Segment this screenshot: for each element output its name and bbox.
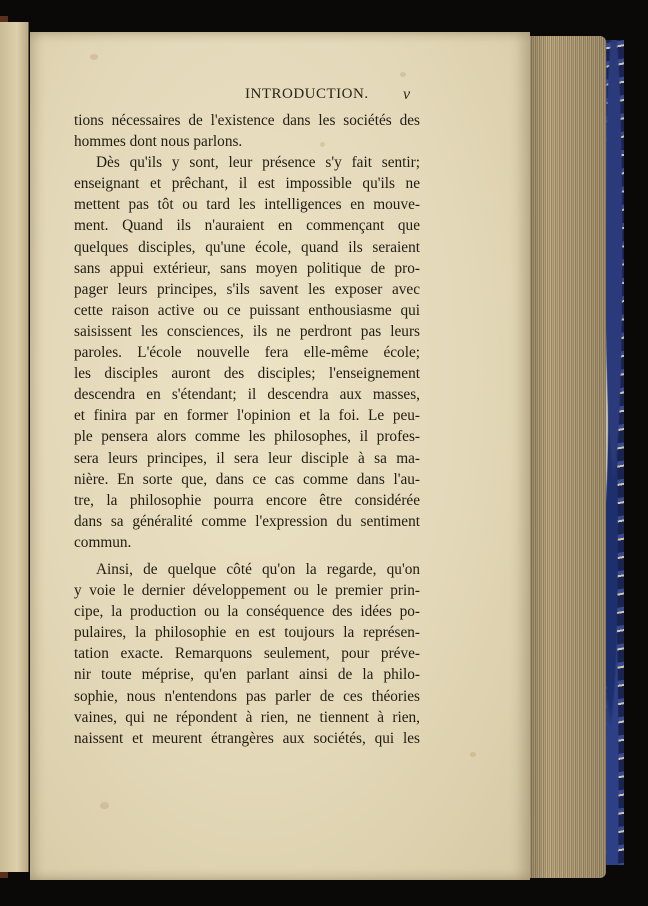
- text-line: naissent et meurent étrangères aux sociétés, qui les: [74, 729, 420, 747]
- text-line: enseignant et prêchant, il est impossible qu'ils ne: [74, 175, 420, 193]
- text-line: ple pensera alors comme les philosophes, il profes-: [74, 428, 420, 446]
- text-line: quelques disciples, qu'une école, quand ils seraient: [74, 238, 420, 256]
- text-line: pulaires, la philosophie en est toujours la représen-: [74, 624, 420, 642]
- running-title: INTRODUCTION.: [245, 86, 369, 102]
- body-text: [74, 110, 420, 749]
- text-line: pager leurs principes, s'ils savent les exposer avec: [74, 280, 420, 298]
- text-line: et finira par en former l'opinion et la foi. Le peu-: [74, 407, 420, 425]
- text-line: dans sa généralité comme l'expression du sentiment: [74, 512, 420, 530]
- page-number: v: [403, 86, 411, 103]
- text-line: tre, la philosophie pourra encore être considérée: [74, 491, 420, 509]
- foxing-spot: [90, 54, 98, 60]
- paragraph: [74, 152, 420, 553]
- text-line: sans appui extérieur, sans moyen politique de pro-: [74, 259, 420, 277]
- text-line: Ainsi, de quelque côté qu'on la regarde, qu'on: [96, 560, 420, 578]
- text-line: ment. Quand ils n'auraient en commençant que: [74, 217, 420, 235]
- text-line: cipe, la production ou la conséquence des idées po-: [74, 603, 420, 621]
- text-line: y voie le dernier développement ou le premier prin-: [74, 582, 420, 600]
- text-line: sophie, nous n'entendons pas parler de ces théories: [74, 687, 420, 705]
- text-line: les disciples auront des disciples; l'enseignement: [74, 365, 420, 383]
- foxing-spot: [100, 802, 109, 809]
- book-page: [30, 32, 530, 880]
- text-line: nir toute méprise, qu'en parlant ainsi de la philo-: [74, 666, 420, 684]
- page-header: [30, 86, 530, 106]
- page-fore-edge: [524, 36, 606, 878]
- text-line: tation exacte. Remarquons seulement, pour préve-: [74, 645, 420, 663]
- previous-page-edge: [0, 22, 29, 872]
- text-line: mettent pas tôt ou tard les intelligences en mouve-: [74, 196, 420, 214]
- text-line: commun.: [74, 533, 132, 551]
- foxing-spot: [470, 752, 476, 757]
- text-line: vaines, qui ne répondent à rien, ne tiennent à rien,: [74, 708, 420, 726]
- text-line: Dès qu'ils y sont, leur présence s'y fait sentir;: [96, 154, 420, 172]
- text-line: sera leurs principes, il sera leur disciple à sa ma-: [74, 449, 420, 467]
- text-line: paroles. L'école nouvelle fera elle-même école;: [74, 344, 420, 362]
- text-line: tions nécessaires de l'existence dans les sociétés des: [74, 112, 420, 129]
- paragraph: [74, 559, 420, 749]
- text-line: descendra en s'étendant; il descendra aux masses,: [74, 386, 420, 404]
- text-line: saisissent les consciences, ils ne perdront pas leurs: [74, 322, 420, 340]
- foxing-spot: [400, 72, 406, 77]
- paragraph: [74, 110, 420, 152]
- text-line: nière. En sorte que, dans ce cas comme dans l'au-: [74, 470, 420, 488]
- text-line: cette raison active ou ce puissant enthousiasme qui: [74, 301, 420, 319]
- text-line: hommes dont nous parlons.: [74, 133, 243, 151]
